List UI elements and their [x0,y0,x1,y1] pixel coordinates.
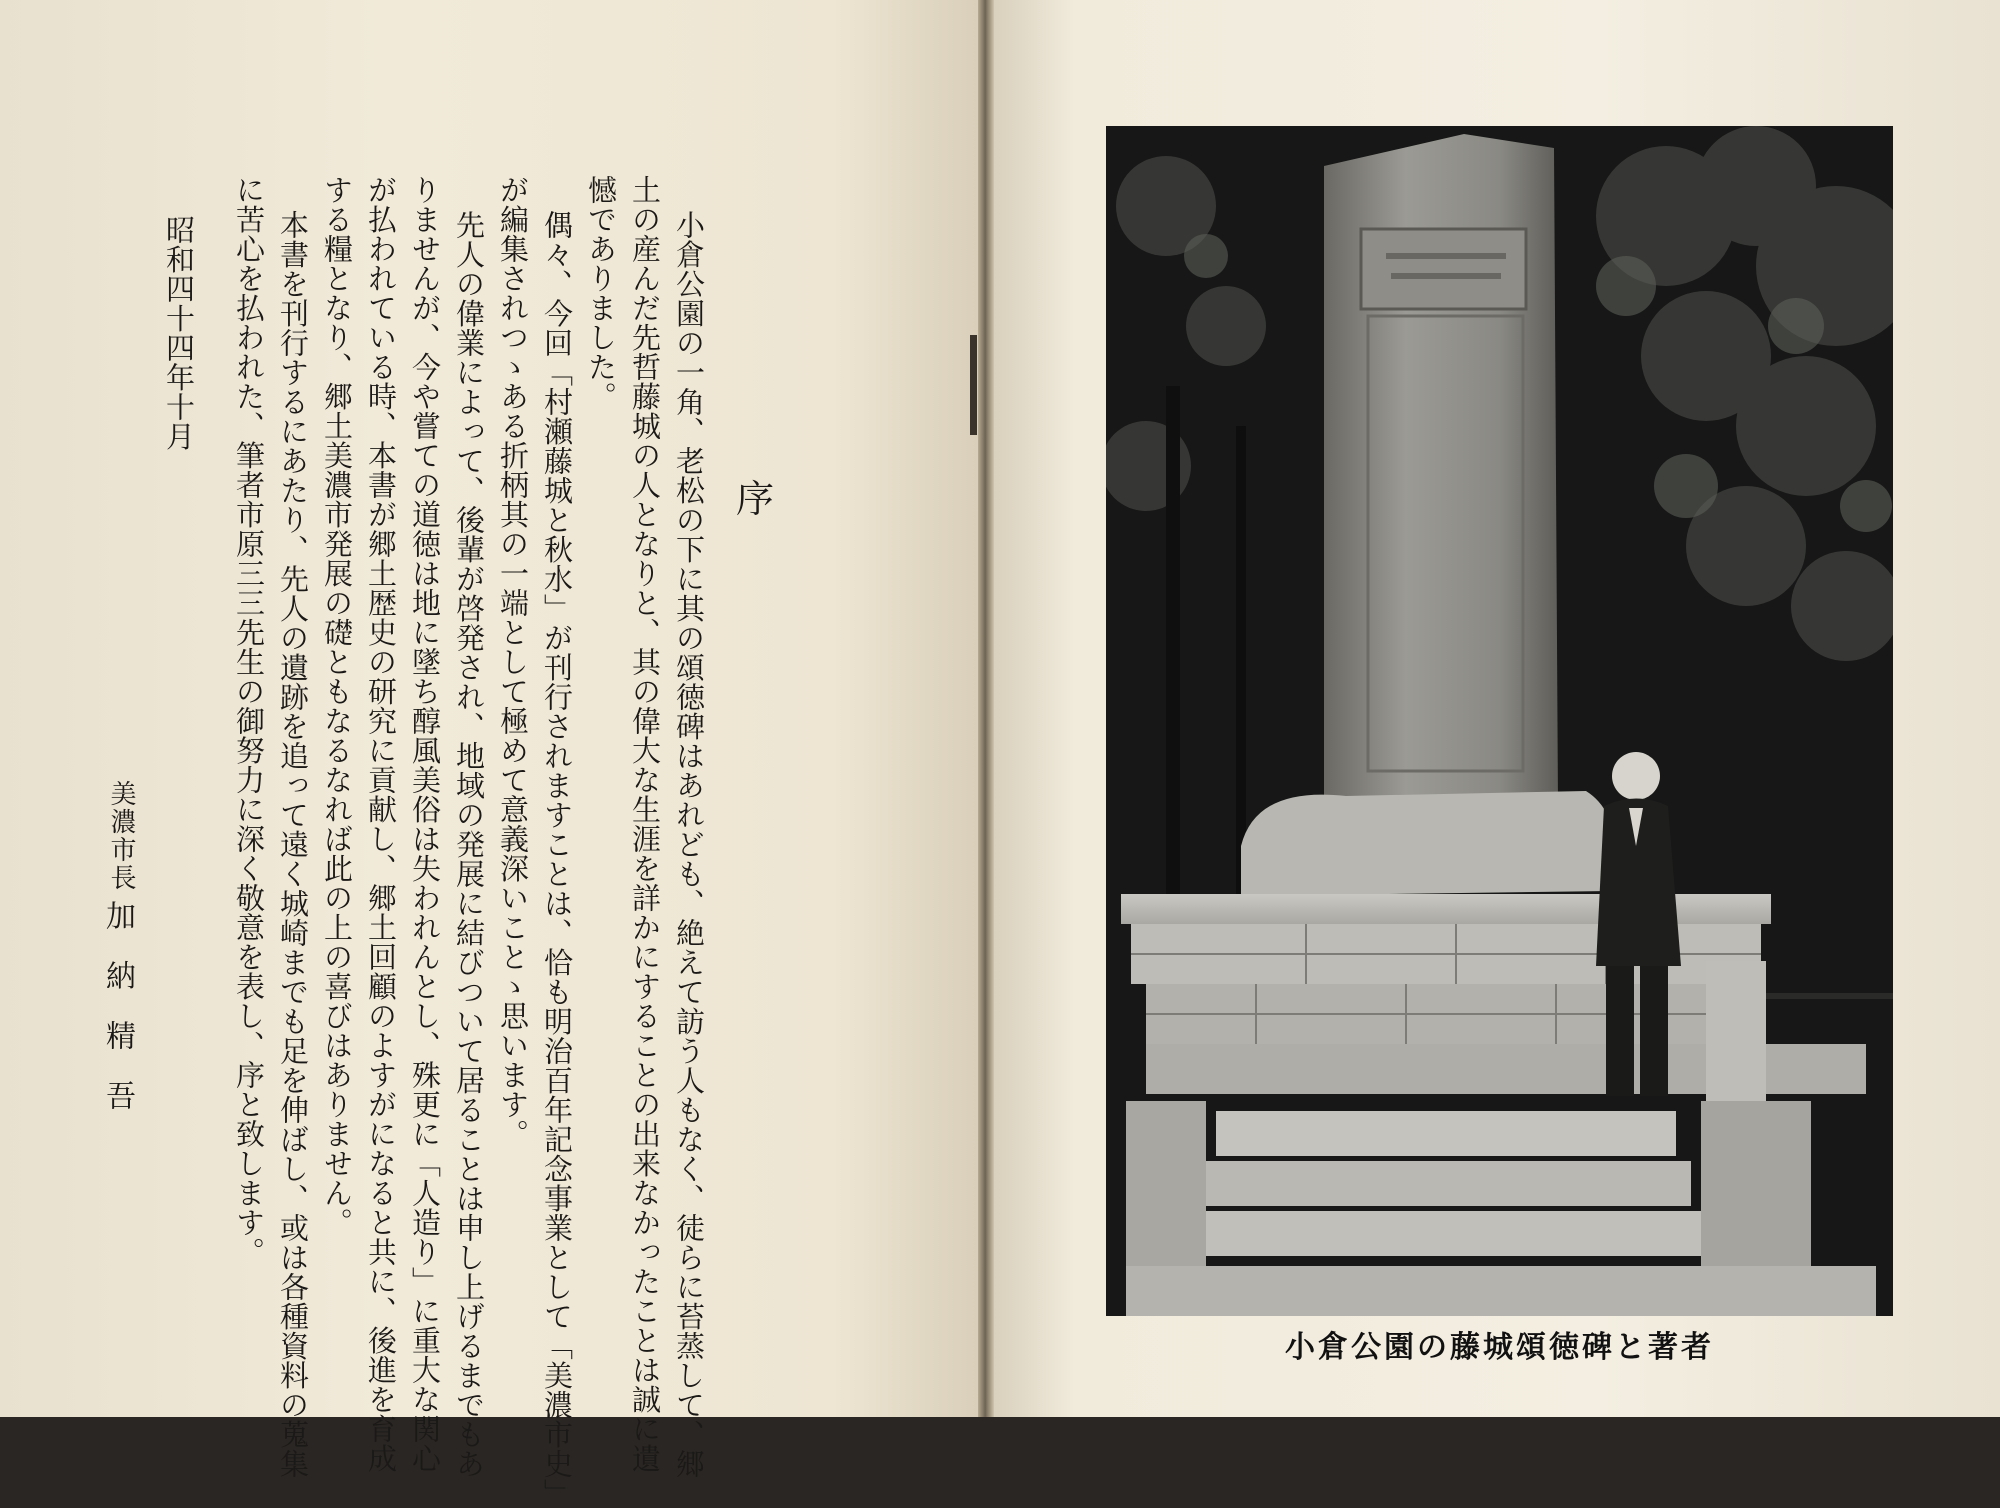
signature-name: 加納精吾 [100,900,135,1140]
body-column-9: する糧となり、郷土美濃市発展の礎ともなるなれば此の上の喜びはありません。 [320,175,354,1237]
body-column-3: 憾でありました。 [584,175,618,411]
signature-title: 美濃市長 [106,780,136,892]
body-column-2: 土の産んだ先哲藤城の人となりと、其の偉大な生涯を詳かにすることの出来なかったことは誠に遺 [628,175,662,1473]
body-column-8: が払われている時、本書が郷土歴史の研究に貢献し、郷土回顧のよすがになると共に、後進を育成 [364,175,398,1473]
body-column-6: 先人の偉業によって、後輩が啓発され、地域の発展に結びついて居ることは申し上げるまでもあ [452,210,486,1479]
photo-caption: 小倉公園の藤城頌徳碑と著者 [1285,1330,1714,1365]
body-column-7: りませんが、今や嘗ての道徳は地に墜ち醇風美俗は失われんとし、殊更に「人造り」に重大な関心 [408,175,442,1473]
left-page [0,0,978,1417]
monument-photo [1106,126,1893,1316]
preface-title: 序 [736,477,775,521]
body-column-1: 小倉公園の一角、老松の下に其の頌徳碑はあれども、絶えて訪う人もなく、徒らに苔蒸して、郷 [672,210,706,1479]
body-column-4: 偶々、今回「村瀬藤城と秋水」が刊行されますことは、恰も明治百年記念事業として「美濃市史」 [540,210,574,1508]
body-column-11: に苦心を払われた、筆者市原三三先生の御努力に深く敬意を表し、序と致します。 [232,175,266,1267]
body-column-10: 本書を刊行するにあたり、先人の遺跡を追って遠く城崎までも足を伸ばし、或は各種資料の蒐集 [276,210,310,1479]
binding-mark [970,335,977,435]
book-gutter [978,0,994,1417]
preface-date: 昭和四十四年十月 [162,215,196,451]
body-column-5: が編集されつゝある折柄其の一端として極めて意義深いことゝ思います。 [496,175,530,1149]
